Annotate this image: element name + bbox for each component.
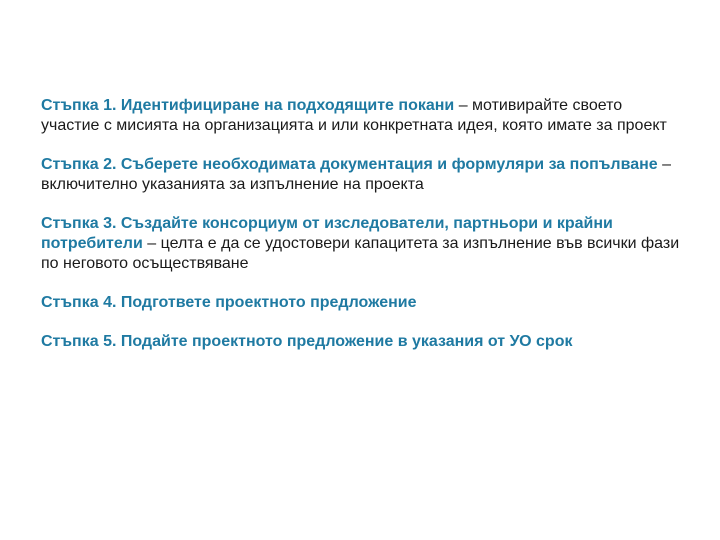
step-1-description: – мотивирайте своето участие с мисията на организацията и или конкретната идея, която имате за проект — [41, 97, 667, 134]
step-3-description: – целта е да се удостовери капацитета за изпълнение във всички фази по неговото осъществяване — [41, 235, 680, 272]
step-2-description: – включително указанията за изпълнение на проекта — [41, 156, 672, 193]
steps-list — [41, 96, 681, 352]
step-4 — [41, 293, 681, 313]
step-5 — [41, 332, 681, 352]
step-3 — [41, 214, 681, 274]
step-1 — [41, 96, 681, 136]
step-3-title: Стъпка 3. Създайте консорциум от изследователи, партньори и крайни потребители — [41, 215, 613, 252]
step-5-title: Стъпка 5. Подайте проектното предложение в указания от УО срок — [41, 333, 573, 350]
step-2 — [41, 155, 681, 195]
step-2-title: Стъпка 2. Съберете необходимата документация и формуляри за попълване — [41, 156, 658, 173]
step-4-title: Стъпка 4. Подгответе проектното предложение — [41, 294, 417, 311]
step-1-title: Стъпка 1. Идентифициране на подходящите покани — [41, 97, 455, 114]
